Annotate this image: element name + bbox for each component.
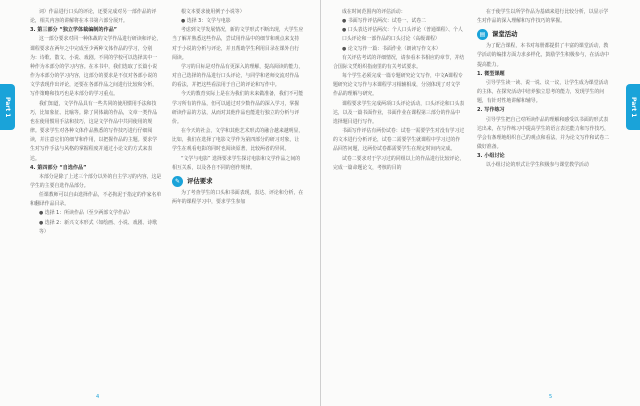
- paragraph: 书面写作评估有两份试卷：试卷一需要学生对没有学习过的文本进行分析评论，试卷二需要学生就课程中学习过的作品回答问题，这两份试卷都需要学生在规定时间内完成。: [333, 128, 465, 153]
- left-column-1: [30, 8, 162, 237]
- right-page: [320, 0, 640, 406]
- paragraph: 以小组讨论的形式让学生积极参与课堂教学活动: [486, 162, 589, 169]
- paragraph: 这一部分要求对同一种体裁的文学作品进行研读和评论，课程要求在两年之中完成至少两种文体作品的学习，分别为：诗歌、散文、小说、戏剧。不同的学校可以选择其中一种作为本部分的学习内容。在本书中，我们选取了长篇小说作为本部分的学习内容，这部分的要求是不仅对各部小说的文学表现作出评论，还要在各部作品之间进行比较和分析，写作策略和技巧也是本部分的学习重点。: [30, 36, 162, 98]
- bullet-item: ● 口头表达评估两次：个人口头评论（普通课程）、个人口头评论和一部作品的口头讨论（高级课程）: [342, 27, 463, 43]
- paragraph: 根文本要求使用例子小说等）: [181, 9, 245, 15]
- paragraph: 试卷二要求对于学习过的同组以上的作品进行比较评论，完成一篇命题论文，考核的目的: [333, 155, 465, 171]
- bullet-item: ● 书面写作评估两次：试卷一、试卷二: [342, 18, 427, 25]
- left-column-2: [172, 8, 304, 207]
- paragraph: 为了考查学生的口头和书面表现，表达、评论和分析，在两年的课程学习中，要求学生参加: [172, 189, 304, 205]
- section-icon: ▤: [477, 29, 488, 40]
- paragraph: 有关评估考试的详细情况，请参看本书相应的章节，并结合国际文凭组织指南里的有关考试要求。: [333, 54, 465, 70]
- subheading: 1. 微型课题: [477, 70, 505, 77]
- page-number-left: 4: [96, 394, 100, 400]
- paragraph: 任课教师可以自由选择作品，不必拘泥于指定的作家名单和翻译作品目录。: [30, 192, 162, 208]
- section-heading: [477, 29, 613, 40]
- paragraph: 学习的目标是对作品有更深入的理解，提高阅读的能力，对自己选择的作品进行口头评论，与同学和老师交流对作品的看法，并把这些看法用于自己的评论和写作中。: [172, 63, 304, 89]
- section-icon: ✎: [172, 176, 183, 187]
- paragraph: 今天的教育实际上是在为我们的未来做准备，我们不可能学习所有的作品，但可以通过对少数作品的深入学习，掌握研读作品的方法，从而对其他作品也能进行独立的分析与评价。: [172, 91, 304, 125]
- subheading: 2. 写作练习: [477, 107, 505, 114]
- paragraph: 引导学生读一读、说一说、议一议，让学生成为课堂活动的主体，在探究活动中培养独立思考的能力，发现学生的问题，有针对性地讲解和辅导。: [477, 79, 609, 105]
- paragraph: 在于使学生以所学作品为基础来进行比较分析，以显示学生对作品的深入理解和写作技巧的掌握。: [477, 9, 609, 25]
- bullet-item: ● 选择 1：所读作品（至少两部文学作品）: [39, 210, 133, 217]
- section-heading: [172, 176, 304, 187]
- subheading: 3. 第三部分 “独立学体裁编制的作品”: [30, 27, 118, 34]
- paragraph: “文学与电影” 选择要求学生探讨电影和文学作品之间的相互关系，以及各自不同的创作规律。: [172, 155, 301, 171]
- paragraph: 本部分是除了上述三个部分以外的自主学习的内容，这是学生的主要自选作品部分。: [30, 173, 162, 189]
- part-tab-left: Part 1: [0, 84, 15, 130]
- right-column-2: [477, 8, 613, 171]
- bullet-item: ● 选择 2：新兴文本形式（如绘画、小说、戏剧、诗歌等）: [39, 219, 158, 235]
- paragraph: 词）作品进行口头的评论，还要完成对另一部作品的评论，相关内容的讲解将在本书第六部分展开。: [30, 9, 157, 25]
- section-title: 评估要求: [187, 176, 213, 185]
- subheading: 4. 第四部分 “自选作品”: [30, 164, 87, 171]
- paragraph: 我们知道，文学作品具有一些共同的使用惯用手法和技巧，比如象征、比喻等。除了同体裁的作品，文章一类作品也在使用惯用手法和技巧，这是文学作品中共同使用的规律。要求学生对各种文体作品熟悉的写作技巧进行仔细阅读，并注意它们的细节和作用，以把握作品的主题。要求学生对写作手法与风格的掌握程度并通过小论文的方式来表达。: [30, 100, 158, 162]
- right-column-1: [333, 8, 465, 173]
- bullet-item: ● 论文写作一篇：书面作业（朗读写作文本）: [342, 45, 441, 52]
- part-tab-right: Part 1: [626, 84, 640, 130]
- paragraph: 课程要求学生完成两项口头评论活动，口头评论和口头表达，以及一篇书面作业，书面作业在课程第三部分的作品中选择题目进行写作。: [333, 100, 465, 125]
- paragraph: 引导学生把自己对所读作品的理解和感受以书面的形式表达出来，在写作练习中提高学生的语言表达能力和写作技巧，学会有条理地组织自己的观点和看法，并为论文写作和试卷二做好准备。: [477, 116, 610, 151]
- bullet-item: ● 选择 3：文学与电影: [181, 18, 231, 25]
- subheading: 3. 小组讨论: [477, 153, 505, 160]
- paragraph: 成在时间范围内的评估活动：: [342, 9, 406, 15]
- paragraph: 考虑到文学发展情况，新的文学形式不断出现，大学生应当了解并熟悉这些作品，尝试用作品中的细节和观点来支持对于小说的分析与评论，并且帮助学生利用目录在课外自行阅读。: [172, 27, 304, 61]
- paragraph: 每个学生必须完成一篇专题研究论文写作，中文A课程专题研究论文写作与本课程学习相辅相成，分别体现了对文学作品的理解与研究。: [333, 73, 463, 98]
- page-number-right: 5: [549, 394, 553, 400]
- paragraph: 在今天的社会，文学和其他艺术形式的融合越来越明显，比如，我们在选择了电影文学作为第四部分的研习对象，让学生在观看电影的同时也阅读原著，比较两者的异同。: [172, 128, 304, 153]
- paragraph: 为了配合课程，本书对每册都提供了丰富的课堂活动，教学活动的编排方面力求多样化，鼓励学生积极参与，在活动中提高能力。: [477, 43, 610, 68]
- section-title: 课堂活动: [492, 30, 518, 39]
